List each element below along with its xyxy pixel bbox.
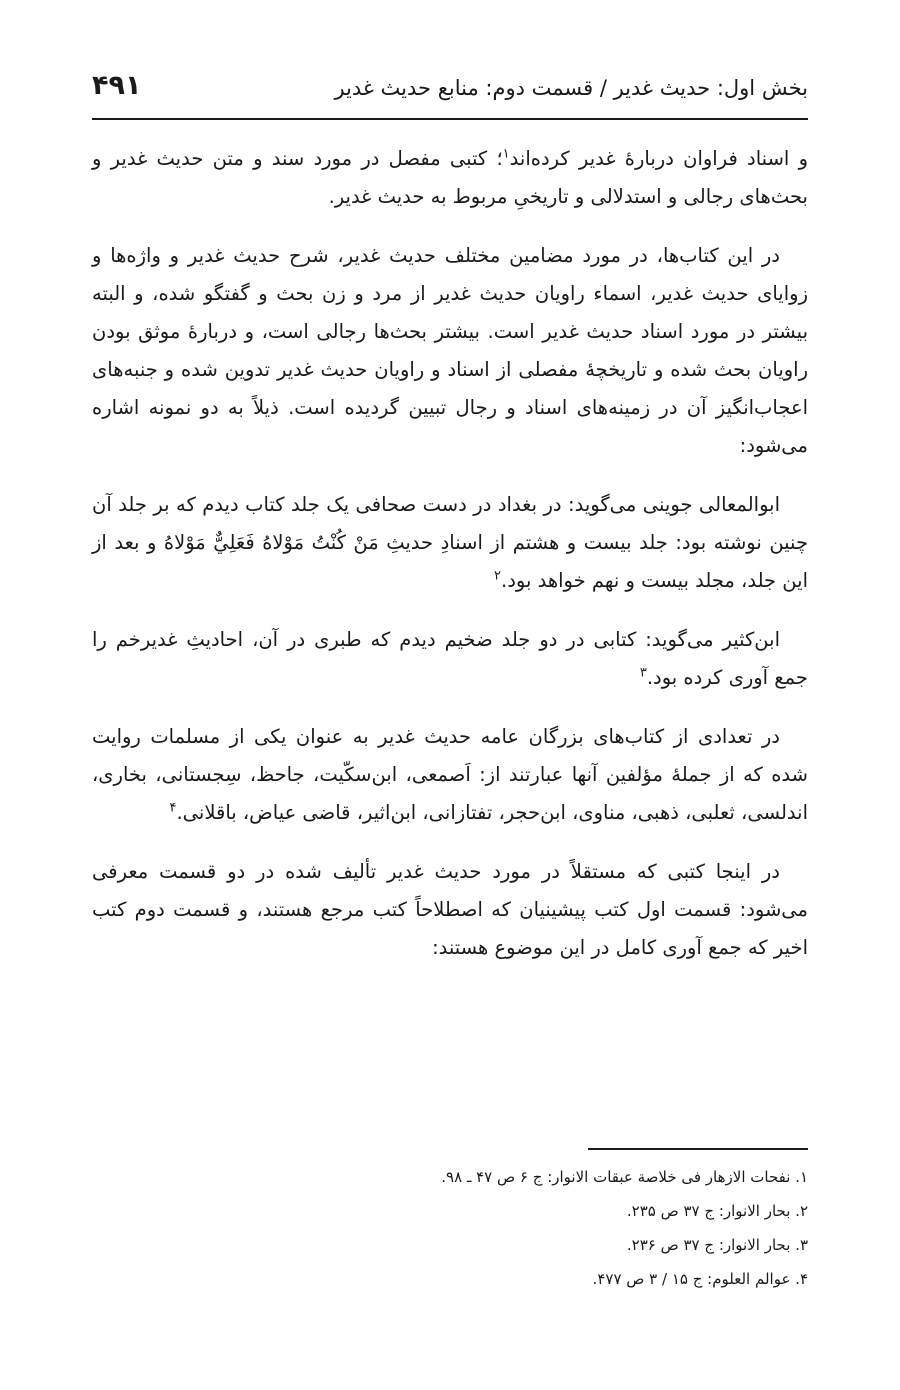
paragraph-2: در این کتاب‌ها، در مورد مضامین مختلف حدیث غدیر، شرح حدیث غدیر و واژه‌ها و زوایای حدیث غدیر، اسماء راویان حدیث غدیر از مرد و زن بحث و گفتگو شده، و البته بیشتر در مورد اسناد حدیث غدیر است. بیشتر بحث‌ها رجالی است، و دربارهٔ موثق بودن راویان بحث شده و تاریخچهٔ مفصلی از اسناد و راویان حدیث غدیر تدوین شده و جنبه‌های اعجاب‌انگیز آن در زمینه‌های اسناد و رجال تبیین گردیده است. ذیلاً به دو نمونه اشاره می‌شود:: [92, 244, 808, 457]
footnote-divider: [588, 1148, 808, 1150]
paragraph-1: و اسناد فراوان دربارهٔ غدیر کرده‌اند$^۱$؛ کتبی مفصل در مورد سند و متن حدیث غدیر و بحث‌های رجالی و استدلالی و تاریخیِ مربوط به حدیث غدیر.: [92, 146, 808, 208]
page-header: [92, 70, 808, 120]
footnote-ref-1: ۱: [502, 146, 510, 162]
paragraph-4: ابن‌کثیر می‌گوید: کتابی در دو جلد ضخیم دیدم که طبری در آن، احادیثِ غدیرخم را جمع آوری کرده بود.$^۳$: [92, 628, 808, 689]
footnote-ref-4: ۴: [169, 800, 177, 816]
footnote-ref-2: ۲: [494, 568, 502, 584]
footnote-3: ۳. بحار الانوار: ج ۳۷ ص ۲۳۶.: [626, 1236, 808, 1254]
footnote-4: ۴. عوالم العلوم: ج ۱۵ / ۳ ص ۴۷۷.: [592, 1270, 808, 1288]
running-title: بخش اول: حدیث غدیر / قسمت دوم: منابع حدیث غدیر: [334, 76, 808, 100]
footnotes: [92, 1160, 808, 1296]
paragraph-5: در تعدادی از کتاب‌های بزرگان عامه حدیث غدیر به عنوان یکی از مسلمات روایت شده که از جملهٔ مؤلفین آنها عبارتند از: اَصمعی، ابن‌سکّیت، جاحظ، سِجستانی، بخاری، اندلسی، ثعلبی، ذهبی، مناوی، ابن‌حجر، تفتازانی، ابن‌اثیر، قاضی عیاض، باقلانی.$^۴$: [92, 725, 808, 824]
paragraph-3: ابوالمعالی جوینی می‌گوید: در بغداد در دست صحافی یک جلد کتاب دیدم که بر جلد آن چنین نوشته بود: جلد بیست و هشتم از اسنادِ حدیثِ مَنْ کُنْتُ مَوْلاهُ فَعَلِيٌّ مَوْلاهُ و بعد از این جلد، مجلد بیست و نهم خواهد بود.$^۲$: [92, 493, 808, 592]
page-number: ۴۹۱: [92, 70, 142, 101]
footnote-2: ۲. بحار الانوار: ج ۳۷ ص ۲۳۵.: [626, 1202, 808, 1220]
footnote-1: ۱. نفحات الازهار فی خلاصة عبقات الانوار: ج ۶ ص ۴۷ ـ ۹۸.: [441, 1168, 808, 1186]
paragraph-6: در اینجا کتبی که مستقلاً در مورد حدیث غدیر تألیف شده در دو قسمت معرفی می‌شود: قسمت اول کتب پیشینیان که اصطلاحاً کتب مرجع هستند، و قسمت دوم کتب اخیر که جمع آوری کامل در این موضوع هستند:: [92, 860, 808, 959]
footnote-ref-3: ۳: [639, 665, 647, 681]
body-text: [92, 140, 808, 988]
